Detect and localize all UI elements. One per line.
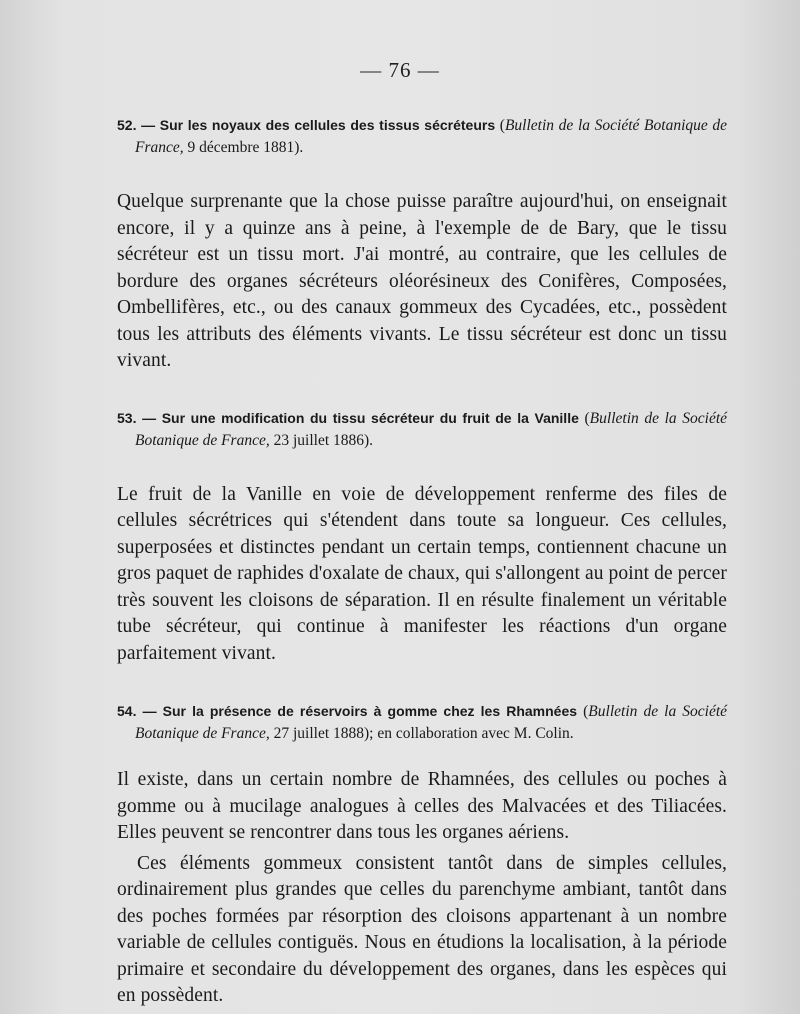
entry-paragraph-54-1: Il existe, dans un certain nombre de Rhamnées, des cellules ou poches à gomme ou à mucilage analogues à celles des Malvacées et des Tiliacées. Elles peuvent se rencontrer dans tous les organes aériens. [117, 769, 727, 843]
reference-date: 23 juillet 1886). [269, 431, 374, 449]
reference-date: 27 juillet 1888); en collaboration avec M. Colin. [269, 725, 574, 742]
reference-journal: Bulletin de la Société Botanique de France, [135, 117, 728, 156]
entry-paragraph-54-2: Ces éléments gommeux consistent tantôt dans de simples cellules, ordinairement plus grandes que celles du parenchyme ambiant, tantôt dans des poches formées par résorption des cloisons appartenant à un nombre variable de cellules contiguës. Nous en étudions la localisation, à la période primaire et secondaire du développement des organes, dans les espèces qui en possèdent. [117, 852, 727, 1006]
entry-paragraph-52: Quelque surprenante que la chose puisse paraître aujourd'hui, on enseignait encore, il y a quinze ans à peine, à l'exemple de de Bary, que le tissu sécréteur est un tissu mort. J'ai montré, au contraire, que les cellules de bordure des organes sécréteurs oléorésineux des Conifères, Composées, Ombellifères, etc., ou des canaux gommeux des Cycadées, etc., possèdent tous les attributs des éléments vivants. Le tissu sécréteur est donc un tissu vivant. [117, 191, 727, 371]
entry-dash: — [142, 703, 157, 719]
entry-title: Sur la présence de réservoirs à gomme chez les Rhamnées [162, 703, 578, 719]
entry-title: Sur les noyaux des cellules des tissus sécréteurs [159, 117, 496, 133]
reference-journal: Bulletin de la Société Botanique de France, [135, 409, 728, 449]
entry-header-52 [117, 114, 727, 159]
reference-open-paren: ( [584, 409, 590, 427]
page-number: — 76 — [360, 58, 440, 82]
entry-paragraph-53: Le fruit de la Vanille en voie de développement renferme des files de cellules sécrétrices qui s'étendent dans toute sa longueur. Ces cellules, superposées et distinctes pendant un certain temps, contiennent chacune un gros paquet de raphides d'oxalate de chaux, qui s'allongent au point de percer très souvent les cloisons de séparation. Il en résulte finalement un véritable tube sécréteur, qui continue à manifester les réactions d'un organe parfaitement vivant. [117, 483, 727, 664]
page-content [117, 114, 727, 1010]
entry-title: Sur une modification du tissu sécréteur du fruit de la Vanille [161, 409, 579, 426]
reference-date: 9 décembre 1881). [183, 139, 304, 156]
entry-header-54 [117, 700, 727, 745]
reference-open-paren: ( [583, 703, 589, 720]
reference-journal: Bulletin de la Société Botanique de France, [135, 703, 728, 742]
entry-number: 52. [117, 117, 137, 133]
entry-dash: — [141, 117, 156, 133]
entry-number: 54. [117, 703, 137, 719]
entry-header-53 [117, 407, 727, 452]
entry-dash: — [142, 409, 157, 426]
entry-number: 53. [117, 409, 137, 426]
reference-open-paren: ( [499, 117, 505, 134]
